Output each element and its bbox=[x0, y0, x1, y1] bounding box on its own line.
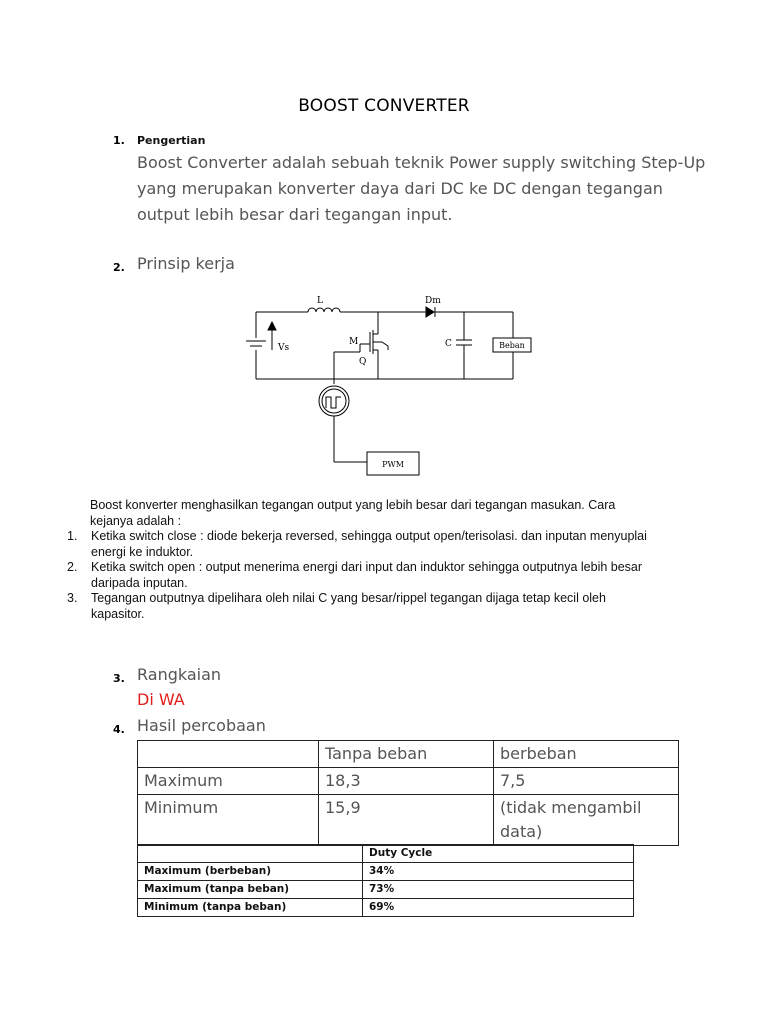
list-line: Ketika switch open : output menerima energi dari input dan induktor sehingga outputnya lebih besar bbox=[91, 560, 643, 574]
inductor-symbol bbox=[308, 308, 340, 312]
table-cell: 7,5 bbox=[494, 768, 679, 795]
section-1-line: output lebih besar dari tegangan input. bbox=[137, 205, 453, 224]
label-diode: Dm bbox=[425, 296, 441, 306]
table-header-row bbox=[138, 741, 679, 768]
diode-symbol bbox=[426, 307, 435, 317]
list-line: Tegangan outputnya dipelihara oleh nilai C yang besar/rippel tegangan dijaga tetap kecil oleh bbox=[91, 591, 606, 605]
section-3-number: 3. bbox=[113, 672, 125, 685]
section-4-heading: Hasil percobaan bbox=[137, 716, 266, 735]
table-cell bbox=[494, 795, 679, 846]
list-number: 1. bbox=[67, 529, 78, 543]
label-switch: Q bbox=[359, 357, 367, 367]
table-row bbox=[138, 768, 679, 795]
table-header-cell: Tanpa beban bbox=[319, 741, 494, 768]
table-row-label: Maximum (berbeban) bbox=[138, 863, 363, 881]
section-1-number: 1. bbox=[113, 134, 125, 147]
table-cell: 15,9 bbox=[319, 795, 494, 846]
list-line: daripada inputan. bbox=[91, 575, 188, 590]
table-row-label: Maximum bbox=[138, 768, 319, 795]
list-line: Ketika switch close : diode bekerja reversed, sehingga output open/terisolasi. dan inputan menyuplai bbox=[91, 529, 647, 543]
duty-cycle-table bbox=[137, 844, 634, 917]
table-row bbox=[138, 899, 634, 917]
table-row-label: Minimum (tanpa beban) bbox=[138, 899, 363, 917]
page-title: BOOST CONVERTER bbox=[298, 96, 470, 116]
table-cell bbox=[138, 845, 363, 863]
label-source: Vs bbox=[278, 343, 290, 353]
label-inductor: L bbox=[317, 296, 323, 306]
section-1-line: Boost Converter adalah sebuah teknik Power supply switching Step-Up bbox=[137, 153, 706, 172]
intro-line: Boost konverter menghasilkan tegangan output yang lebih besar dari tegangan masukan. Cara bbox=[90, 498, 616, 512]
section-1-text bbox=[137, 150, 737, 228]
section-2-heading: Prinsip kerja bbox=[137, 254, 235, 273]
mosfet-symbol bbox=[370, 312, 388, 379]
section-3-heading: Rangkaian bbox=[137, 665, 222, 684]
label-load: Beban bbox=[499, 341, 525, 350]
list-number: 3. bbox=[67, 591, 78, 605]
table-cell: 69% bbox=[363, 899, 634, 917]
capacitor-symbol bbox=[456, 340, 472, 345]
cell-line: data) bbox=[500, 822, 543, 841]
section-2-number: 2. bbox=[113, 261, 125, 274]
table-row-label: Maximum (tanpa beban) bbox=[138, 881, 363, 899]
label-mosfet: M bbox=[349, 337, 359, 347]
table-header-cell: Duty Cycle bbox=[363, 845, 634, 863]
source-battery-symbol bbox=[246, 341, 266, 346]
list-line: energi ke induktor. bbox=[91, 544, 194, 559]
table-row bbox=[138, 881, 634, 899]
table-cell: 34% bbox=[363, 863, 634, 881]
list-number: 2. bbox=[67, 560, 78, 574]
cell-line: (tidak mengambil bbox=[500, 798, 642, 817]
list-line: kapasitor. bbox=[91, 606, 145, 621]
table-row-label: Minimum bbox=[138, 795, 319, 846]
table-cell: 18,3 bbox=[319, 768, 494, 795]
section-1-line: yang merupakan konverter daya dari DC ke DC dengan tegangan bbox=[137, 179, 663, 198]
table-header-row bbox=[138, 845, 634, 863]
table-row bbox=[138, 795, 679, 846]
table-cell: 73% bbox=[363, 881, 634, 899]
label-pwm: PWM bbox=[382, 460, 404, 469]
results-table bbox=[137, 740, 679, 846]
table-cell bbox=[138, 741, 319, 768]
table-row bbox=[138, 863, 634, 881]
boost-circuit-diagram bbox=[230, 288, 550, 483]
label-capacitor: C bbox=[445, 339, 452, 349]
table-header-cell: berbeban bbox=[494, 741, 679, 768]
section-3-note: Di WA bbox=[137, 690, 185, 709]
section-1-heading: Pengertian bbox=[137, 134, 206, 147]
intro-line: kejanya adalah : bbox=[90, 513, 182, 528]
section-4-number: 4. bbox=[113, 723, 125, 736]
section-2-intro bbox=[90, 498, 710, 529]
pulse-generator-symbol bbox=[319, 386, 349, 416]
